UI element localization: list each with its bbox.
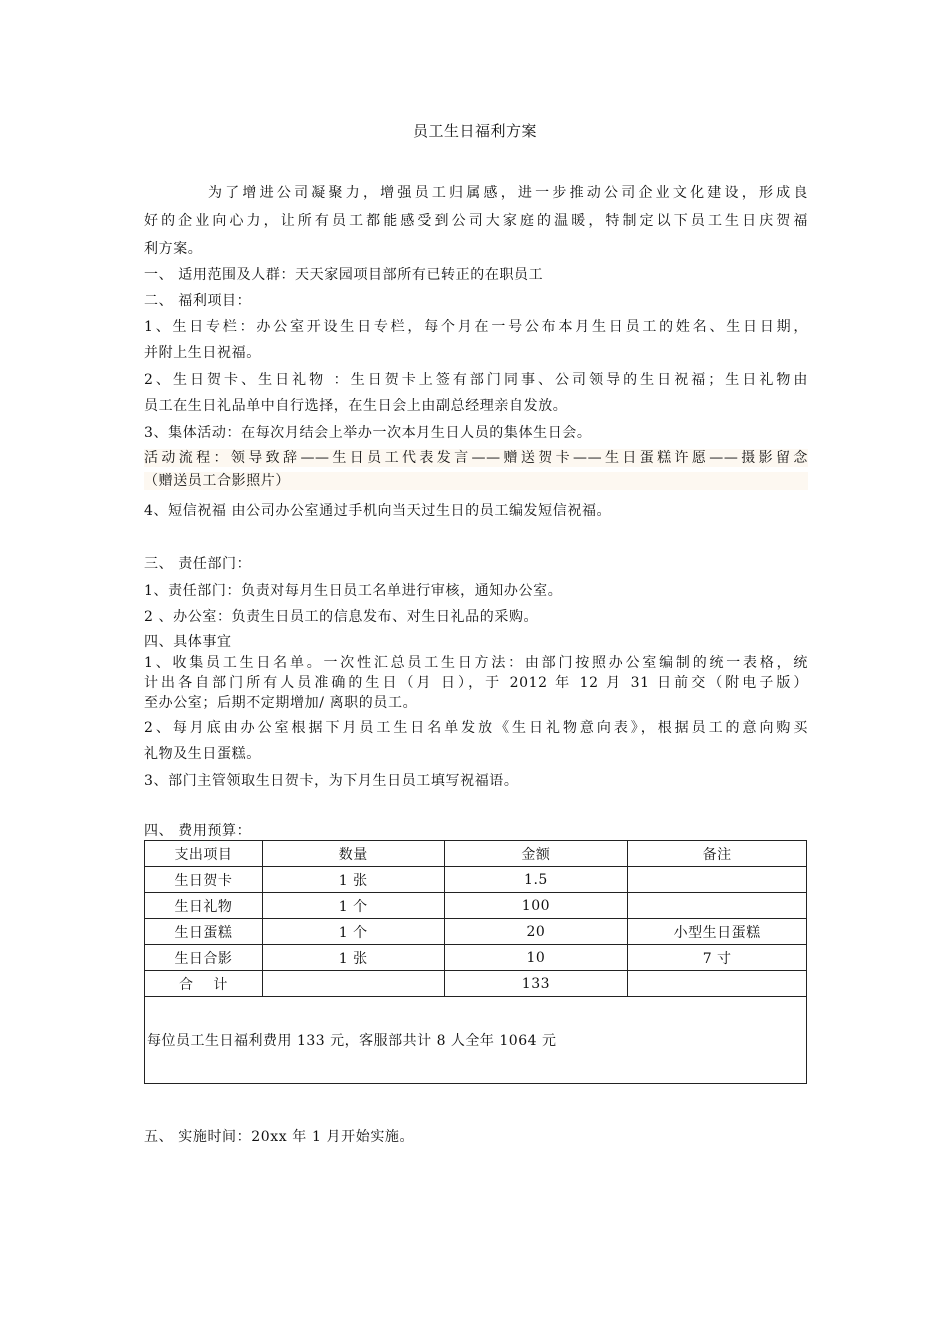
table-cell: 20 bbox=[444, 919, 628, 945]
table-row bbox=[145, 867, 807, 893]
table-cell bbox=[628, 971, 807, 997]
table-cell: 小型生日蛋糕 bbox=[628, 919, 807, 945]
table-header-cell: 支出项目 bbox=[145, 841, 263, 867]
activity-flow-line-1: 活动流程：领导致辞——生日员工代表发言——赠送贺卡——生日蛋糕许愿——摄影留念 bbox=[144, 450, 808, 466]
section-3-heading: 三、 责任部门： bbox=[144, 556, 252, 572]
detail-2-line-2: 礼物及生日蛋糕。 bbox=[144, 746, 261, 762]
section-5-schedule: 五、 实施时间：20xx 年 1 月开始实施。 bbox=[144, 1129, 415, 1145]
table-row bbox=[145, 893, 807, 919]
table-header-cell: 备注 bbox=[628, 841, 807, 867]
table-cell: 合 计 bbox=[145, 971, 263, 997]
table-cell: 生日礼物 bbox=[145, 893, 263, 919]
table-cell: 1 张 bbox=[262, 945, 444, 971]
table-cell: 100 bbox=[444, 893, 628, 919]
table-cell: 1.5 bbox=[444, 867, 628, 893]
intro-line-3: 利方案。 bbox=[144, 241, 203, 257]
item-1-line-1: 1、生日专栏：办公室开设生日专栏，每个月在一号公布本月生日员工的姓名、生日日期， bbox=[144, 319, 808, 335]
table-cell: 7 寸 bbox=[628, 945, 807, 971]
table-row bbox=[145, 945, 807, 971]
table-cell bbox=[628, 867, 807, 893]
detail-2-line-1: 2、每月底由办公室根据下月员工生日名单发放《生日礼物意向表》，根据员工的意向购买 bbox=[144, 720, 808, 736]
budget-heading: 四、 费用预算： bbox=[144, 823, 252, 839]
table-row bbox=[145, 919, 807, 945]
table-cell: 133 bbox=[444, 971, 628, 997]
item-3: 3、集体活动：在每次月结会上举办一次本月生日人员的集体生日会。 bbox=[144, 425, 592, 441]
item-4: 4、短信祝福 由公司办公室通过手机向当天过生日的员工编发短信祝福。 bbox=[144, 503, 612, 519]
table-cell: 1 个 bbox=[262, 919, 444, 945]
table-cell: 10 bbox=[444, 945, 628, 971]
detail-1-line-3: 至办公室；后期不定期增加/ 离职的员工。 bbox=[144, 695, 418, 711]
budget-table bbox=[144, 840, 807, 1084]
dept-2: 2 、办公室：负责生日员工的信息发布、对生日礼品的采购。 bbox=[144, 609, 539, 625]
detail-3: 3、部门主管领取生日贺卡，为下月生日员工填写祝福语。 bbox=[144, 773, 519, 789]
dept-1: 1、责任部门：负责对每月生日员工名单进行审核，通知办公室。 bbox=[144, 583, 563, 599]
intro-line-1: 为了增进公司凝聚力，增强员工归属感，进一步推动公司企业文化建设，形成良 bbox=[208, 185, 808, 201]
table-cell: 生日合影 bbox=[145, 945, 263, 971]
table-cell bbox=[628, 893, 807, 919]
section-4-heading: 四、具体事宜 bbox=[144, 634, 232, 650]
section-1-scope: 一、 适用范围及人群：天天家园项目部所有已转正的在职员工 bbox=[144, 267, 544, 283]
item-1-line-2: 并附上生日祝福。 bbox=[144, 345, 261, 361]
table-header-row bbox=[145, 841, 807, 867]
table-header-cell: 金额 bbox=[444, 841, 628, 867]
table-cell: 生日贺卡 bbox=[145, 867, 263, 893]
table-cell bbox=[262, 971, 444, 997]
table-cell: 生日蛋糕 bbox=[145, 919, 263, 945]
table-note-row bbox=[145, 997, 807, 1084]
detail-1-line-2: 计出各自部门所有人员准确的生日（月 日），于 2012 年 12 月 31 日前交（附电子版） bbox=[144, 675, 808, 691]
table-cell: 1 个 bbox=[262, 893, 444, 919]
table-total-row bbox=[145, 971, 807, 997]
item-2-line-1: 2、生日贺卡、生日礼物 ：生日贺卡上签有部门同事、公司领导的生日祝福；生日礼物由 bbox=[144, 372, 808, 388]
table-cell: 1 张 bbox=[262, 867, 444, 893]
activity-flow-line-2: （赠送员工合影照片） bbox=[144, 472, 808, 490]
table-header-cell: 数量 bbox=[262, 841, 444, 867]
doc-title: 员工生日福利方案 bbox=[412, 122, 537, 140]
detail-1-line-1: 1、收集员工生日名单。一次性汇总员工生日方法：由部门按照办公室编制的统一表格，统 bbox=[144, 655, 808, 671]
item-2-line-2: 员工在生日礼品单中自行选择，在生日会上由副总经理亲自发放。 bbox=[144, 398, 568, 414]
table-note: 每位员工生日福利费用 133 元，客服部共计 8 人全年 1064 元 bbox=[145, 997, 807, 1084]
intro-line-2: 好的企业向心力，让所有员工都能感受到公司大家庭的温暖，特制定以下员工生日庆贺福 bbox=[144, 213, 808, 229]
section-2-heading: 二、 福利项目： bbox=[144, 293, 252, 309]
